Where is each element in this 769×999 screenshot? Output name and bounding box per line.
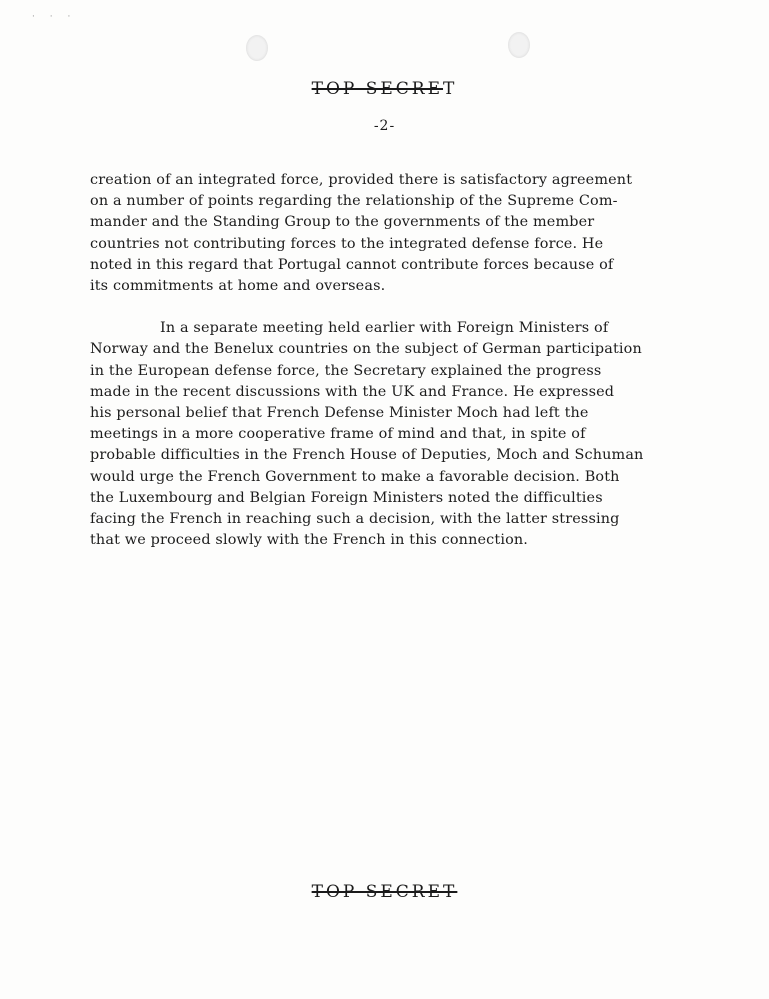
- body-text: [90, 170, 690, 551]
- text-line: In a separate meeting held earlier with Foreign Ministers of: [160, 320, 609, 337]
- text-line: made in the recent discussions with the UK and France. He expressed: [90, 383, 615, 400]
- text-line: meetings in a more cooperative frame of mind and that, in spite of: [90, 426, 586, 443]
- paragraph-2: [90, 318, 690, 551]
- text-line: Norway and the Benelux countries on the subject of German participation: [90, 341, 642, 358]
- punch-hole-left: [246, 35, 268, 61]
- punch-hole-right: [508, 32, 530, 58]
- text-line: his personal belief that French Defense Minister Moch had left the: [90, 405, 589, 422]
- text-line: would urge the French Government to make a favorable decision. Both: [90, 468, 620, 485]
- page-number: -2-: [373, 118, 396, 134]
- classification-header-struck: TOP SECRE: [311, 79, 444, 99]
- text-line: its commitments at home and overseas.: [90, 278, 386, 295]
- text-line: noted in this regard that Portugal cannot contribute forces because of: [90, 256, 614, 273]
- text-line: mander and the Standing Group to the governments of the member: [90, 214, 595, 231]
- text-line: facing the French in reaching such a decision, with the latter stressing: [90, 511, 620, 528]
- text-line: in the European defense force, the Secretary explained the progress: [90, 362, 602, 379]
- text-line: on a number of points regarding the relationship of the Supreme Com-: [90, 193, 618, 210]
- classification-header-tail: T: [443, 79, 458, 99]
- classification-footer-struck: TOP SECRET: [311, 882, 458, 902]
- classification-header: [0, 79, 769, 99]
- margin-marks: · · ·: [32, 12, 77, 22]
- paragraph-1: [90, 170, 690, 297]
- text-line: creation of an integrated force, provided there is satisfactory agreement: [90, 172, 633, 188]
- text-line: probable difficulties in the French House of Deputies, Moch and Schuman: [90, 447, 644, 464]
- text-line: that we proceed slowly with the French in this connection.: [90, 532, 529, 549]
- classification-footer: [0, 882, 769, 902]
- text-line: the Luxembourg and Belgian Foreign Ministers noted the difficulties: [90, 489, 603, 506]
- text-line: countries not contributing forces to the integrated defense force. He: [90, 235, 604, 252]
